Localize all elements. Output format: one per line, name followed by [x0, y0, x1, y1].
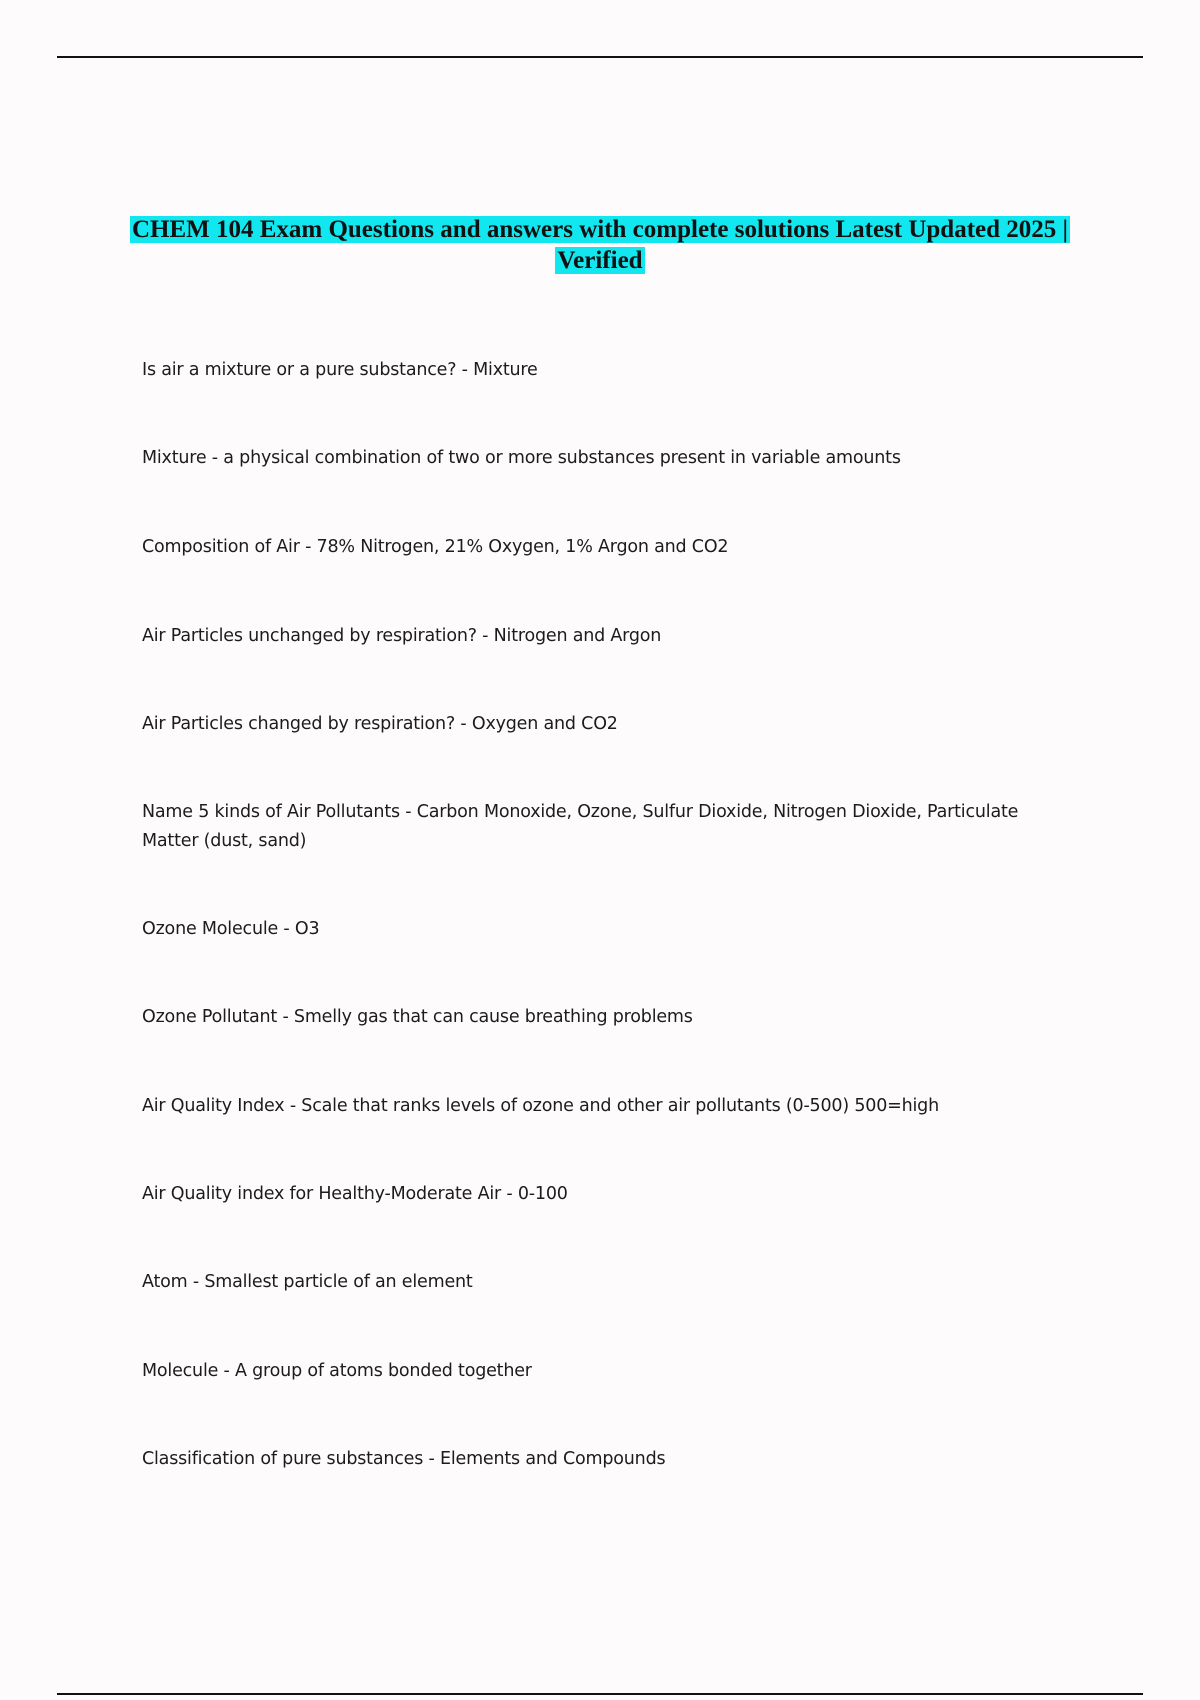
qa-item: Molecule - A group of atoms bonded together: [142, 1361, 532, 1381]
qa-item: Is air a mixture or a pure substance? - Mixture: [142, 360, 538, 380]
footer-rule: [57, 1693, 1143, 1695]
qa-item: Composition of Air - 78% Nitrogen, 21% Oxygen, 1% Argon and CO2: [142, 537, 729, 557]
qa-item: Mixture - a physical combination of two or more substances present in variable amounts: [142, 448, 901, 468]
qa-item: Ozone Pollutant - Smelly gas that can cause breathing problems: [142, 1007, 693, 1027]
qa-item: Atom - Smallest particle of an element: [142, 1272, 473, 1292]
qa-item: Air Quality index for Healthy-Moderate Air - 0-100: [142, 1184, 568, 1204]
document-title-text: CHEM 104 Exam Questions and answers with complete solutions Latest Updated 2025 | Verified: [131, 216, 1069, 274]
qa-item: Classification of pure substances - Elements and Compounds: [142, 1449, 666, 1469]
header-rule: [57, 56, 1143, 58]
document-title: [120, 214, 1080, 276]
qa-item: Air Particles unchanged by respiration? - Nitrogen and Argon: [142, 626, 662, 646]
qa-item: Name 5 kinds of Air Pollutants - Carbon Monoxide, Ozone, Sulfur Dioxide, Nitrogen Dioxide, Particulate Matter (dust, sand): [142, 802, 1019, 851]
qa-item: Air Particles changed by respiration? - Oxygen and CO2: [142, 714, 618, 734]
qa-item: Air Quality Index - Scale that ranks levels of ozone and other air pollutants (0-500) 500=high: [142, 1096, 939, 1116]
qa-item: Ozone Molecule - O3: [142, 919, 320, 939]
